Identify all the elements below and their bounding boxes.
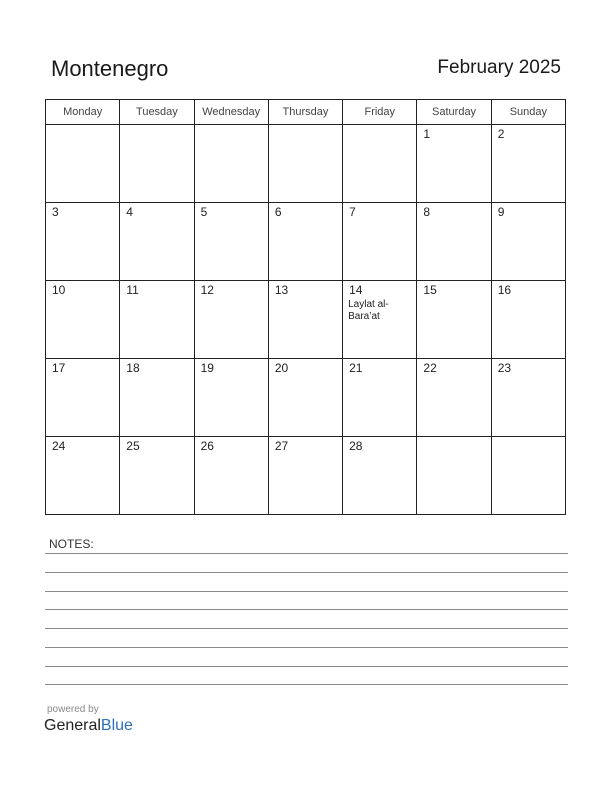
- notes-line[interactable]: [45, 628, 568, 629]
- day-cell[interactable]: [417, 281, 491, 359]
- calendar-week-row: [46, 125, 566, 203]
- day-cell[interactable]: [268, 203, 342, 281]
- day-cell[interactable]: [194, 437, 268, 515]
- day-cell[interactable]: [194, 203, 268, 281]
- day-cell[interactable]: [120, 281, 194, 359]
- day-cell[interactable]: [343, 359, 417, 437]
- day-cell[interactable]: [343, 125, 417, 203]
- day-cell[interactable]: [46, 203, 120, 281]
- notes-line[interactable]: [45, 666, 568, 667]
- day-cell[interactable]: [417, 437, 491, 515]
- day-number: 8: [423, 205, 431, 219]
- day-number: 9: [497, 205, 505, 219]
- day-cell[interactable]: [120, 437, 194, 515]
- day-number: 28: [349, 439, 363, 453]
- day-number: 17: [52, 361, 66, 375]
- notes-line[interactable]: [45, 553, 568, 554]
- day-number: 1: [423, 127, 431, 141]
- day-cell[interactable]: [120, 203, 194, 281]
- calendar-week-row: [46, 281, 566, 359]
- weekday-header: Tuesday: [120, 100, 194, 125]
- day-cell[interactable]: [120, 125, 194, 203]
- powered-by-text: powered by: [47, 704, 99, 715]
- notes-line[interactable]: [45, 572, 568, 573]
- day-cell[interactable]: [343, 437, 417, 515]
- calendar-week-row: [46, 203, 566, 281]
- weekday-header: Monday: [46, 100, 120, 125]
- day-cell[interactable]: [491, 203, 565, 281]
- month-year-title: February 2025: [437, 57, 561, 78]
- day-number: 18: [126, 361, 140, 375]
- day-cell[interactable]: [491, 125, 565, 203]
- day-cell[interactable]: [194, 281, 268, 359]
- day-cell[interactable]: [491, 281, 565, 359]
- day-cell[interactable]: [194, 125, 268, 203]
- day-number: 16: [497, 283, 512, 297]
- day-number: 22: [423, 361, 437, 375]
- day-cell[interactable]: [268, 359, 342, 437]
- weekday-header: Saturday: [417, 100, 491, 125]
- day-cell[interactable]: [46, 437, 120, 515]
- day-cell[interactable]: [491, 359, 565, 437]
- calendar-body: [46, 125, 566, 515]
- country-title: Montenegro: [51, 56, 169, 81]
- day-cell[interactable]: [46, 281, 120, 359]
- day-cell[interactable]: [268, 125, 342, 203]
- day-number: 3: [52, 205, 59, 219]
- day-number: 25: [126, 439, 140, 453]
- day-number: 10: [52, 283, 66, 297]
- notes-line[interactable]: [45, 684, 568, 685]
- calendar-grid: [45, 99, 566, 515]
- day-number: 24: [52, 439, 66, 453]
- day-cell[interactable]: [491, 437, 565, 515]
- day-cell[interactable]: [268, 281, 342, 359]
- day-cell[interactable]: [120, 359, 194, 437]
- weekday-header: Thursday: [268, 100, 342, 125]
- brand-blue: Blue: [100, 717, 133, 734]
- day-number: 7: [349, 205, 356, 219]
- day-cell[interactable]: [417, 203, 491, 281]
- day-number: 21: [349, 361, 363, 375]
- day-number: 15: [423, 283, 437, 297]
- day-number: 27: [274, 439, 289, 453]
- weekday-header: Friday: [343, 100, 417, 125]
- notes-label: NOTES:: [49, 537, 94, 551]
- brand-general: General: [44, 717, 101, 734]
- day-number: 11: [126, 283, 139, 297]
- day-number: 6: [274, 205, 282, 219]
- day-cell[interactable]: [194, 359, 268, 437]
- day-cell[interactable]: [268, 437, 342, 515]
- day-number: 19: [200, 361, 214, 375]
- day-cell[interactable]: [46, 125, 120, 203]
- day-cell[interactable]: [46, 359, 120, 437]
- weekday-header: Wednesday: [194, 100, 268, 125]
- weekday-header-row: [46, 100, 566, 125]
- notes-line[interactable]: [45, 647, 568, 648]
- day-number: 2: [497, 127, 505, 141]
- holiday-label: Laylat al-Bara’at: [348, 299, 389, 322]
- day-cell[interactable]: [343, 281, 417, 359]
- day-number: 12: [200, 283, 214, 297]
- day-number: 20: [274, 361, 289, 375]
- weekday-header: Sunday: [491, 100, 565, 125]
- day-number: 5: [200, 205, 208, 219]
- day-number: 4: [126, 205, 133, 219]
- calendar-week-row: [46, 437, 566, 515]
- generalblue-logo: [44, 717, 133, 735]
- day-number: 26: [200, 439, 214, 453]
- day-number: 13: [274, 283, 289, 297]
- notes-line[interactable]: [45, 609, 568, 610]
- day-cell[interactable]: [417, 125, 491, 203]
- day-cell[interactable]: [343, 203, 417, 281]
- calendar-week-row: [46, 359, 566, 437]
- day-cell[interactable]: [417, 359, 491, 437]
- day-number: 23: [497, 361, 512, 375]
- notes-line[interactable]: [45, 591, 568, 592]
- day-number: 14: [349, 283, 363, 297]
